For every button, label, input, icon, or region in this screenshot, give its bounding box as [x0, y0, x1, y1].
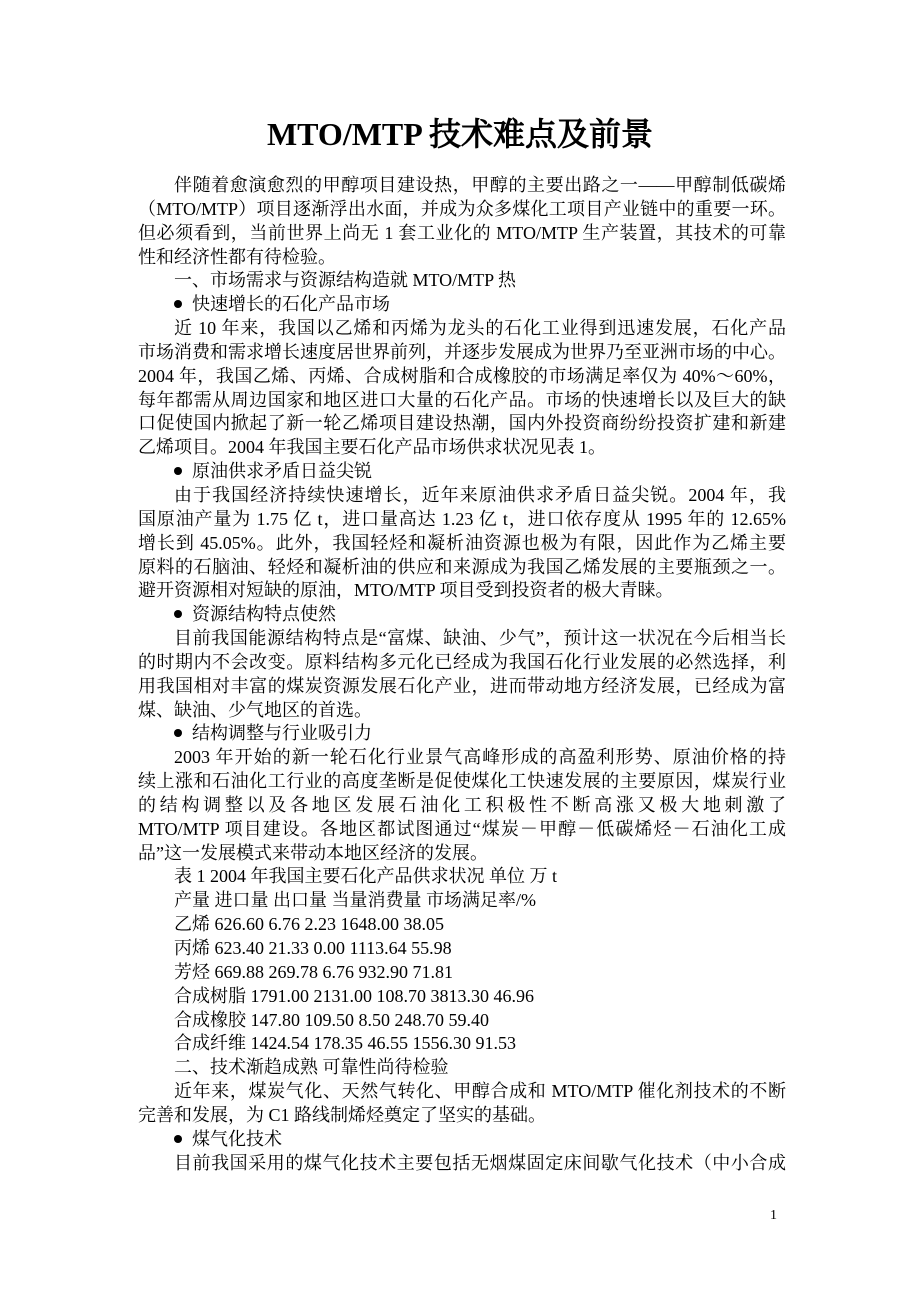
line-text: 产量 进口量 出口量 当量消费量 市场满足率/% — [174, 890, 536, 911]
line-text: 用我国相对丰富的煤炭资源发展石化产业，进而带动地方经济发展，已经成为富 — [138, 675, 786, 696]
bullet-item — [138, 603, 786, 627]
line-text: 性和经济性都有待检验。 — [138, 246, 336, 267]
bullet-icon — [174, 729, 182, 737]
line-text: 近年来，煤炭气化、天然气转化、甲醇合成和 MTO/MTP 催化剂技术的不断 — [174, 1081, 786, 1102]
line-text: 表 1 2004 年我国主要石化产品供求状况 单位 万 t — [174, 866, 557, 887]
text-line — [138, 1104, 786, 1128]
line-text: 市场消费和需求增长速度居世界前列，并逐步发展成为世界乃至亚洲市场的中心。 — [138, 341, 786, 362]
text-line — [138, 1056, 786, 1080]
line-text: 芳烃 669.88 269.78 6.76 932.90 71.81 — [174, 961, 453, 982]
line-text: 品”这一发展模式来带动本地区经济的发展。 — [138, 842, 488, 863]
text-line — [138, 627, 786, 651]
text-line — [138, 293, 786, 317]
line-text: 乙烯项目。2004 年我国主要石化产品市场供求状况见表 1。 — [138, 437, 606, 458]
line-text: 2004 年，我国乙烯、丙烯、合成树脂和合成橡胶的市场满足率仅为 40%～60%， — [138, 365, 786, 386]
text-line — [138, 269, 786, 293]
text-line — [138, 174, 786, 198]
text-line — [138, 222, 786, 246]
text-line — [138, 484, 786, 508]
page-number: 1 — [770, 1208, 777, 1223]
line-text: 的结构调整以及各地区发展石油化工积极性不断高涨又极大地刺激了 — [138, 794, 786, 815]
text-line — [138, 198, 786, 222]
text-line — [138, 1009, 786, 1033]
text-line — [138, 412, 786, 436]
paragraph — [138, 746, 786, 865]
text-line — [138, 508, 786, 532]
bullet-item — [138, 460, 786, 484]
heading-line — [138, 937, 786, 961]
line-text: 的时期内不会改变。原料结构多元化已经成为我国石化行业发展的必然选择，利 — [138, 651, 786, 672]
heading-line — [138, 889, 786, 913]
line-text: 目前我国能源结构特点是“富煤、缺油、少气”，预计这一状况在今后相当长 — [174, 628, 786, 649]
text-line — [138, 722, 786, 746]
line-text: 煤、缺油、少气地区的首选。 — [138, 699, 372, 720]
bullet-icon — [174, 610, 182, 618]
document-body — [138, 174, 786, 1175]
text-line — [138, 317, 786, 341]
line-text: 口促使国内掀起了新一轮乙烯项目建设热潮，国内外投资商纷纷投资扩建和新建 — [138, 413, 786, 434]
paragraph — [138, 174, 786, 269]
text-line — [138, 365, 786, 389]
line-text: 伴随着愈演愈烈的甲醇项目建设热，甲醇的主要出路之一——甲醇制低碳烯 — [174, 175, 786, 195]
line-text: 国原油产量为 1.75 亿 t，进口量高达 1.23 亿 t，进口依存度从 1995 年的 12.65% — [138, 508, 786, 529]
bullet-icon — [174, 467, 182, 475]
text-line — [138, 1080, 786, 1104]
text-line — [138, 794, 786, 818]
text-line — [138, 985, 786, 1009]
document-title: MTO/MTP 技术难点及前景 — [266, 116, 654, 152]
text-line — [138, 746, 786, 770]
heading-line — [138, 961, 786, 985]
text-line — [138, 1128, 786, 1152]
text-line — [138, 889, 786, 913]
bullet-item — [138, 1128, 786, 1152]
heading-line — [138, 985, 786, 1009]
text-line — [138, 913, 786, 937]
text-line — [138, 1152, 786, 1176]
text-line — [138, 865, 786, 889]
text-line — [138, 556, 786, 580]
text-line — [138, 770, 786, 794]
bullet-item — [138, 722, 786, 746]
bullet-item — [138, 293, 786, 317]
paragraph — [138, 627, 786, 722]
text-line — [138, 436, 786, 460]
line-text: 但必须看到，当前世界上尚无 1 套工业化的 MTO/MTP 生产装置，其技术的可靠 — [138, 222, 786, 243]
text-line — [138, 675, 786, 699]
text-line — [138, 937, 786, 961]
heading-line — [138, 1032, 786, 1056]
text-line — [138, 460, 786, 484]
line-text: 由于我国经济持续快速增长，近年来原油供求矛盾日益尖锐。2004 年，我 — [174, 484, 786, 505]
line-text: 合成纤维 1424.54 178.35 46.55 1556.30 91.53 — [174, 1033, 516, 1054]
paragraph — [138, 1152, 786, 1176]
text-line — [138, 341, 786, 365]
line-text: 续上涨和石油化工行业的高度垄断是促使煤化工快速发展的主要原因，煤炭行业 — [138, 771, 786, 792]
text-line — [138, 579, 786, 603]
bullet-icon — [174, 1135, 182, 1143]
heading-line — [138, 1056, 786, 1080]
line-text: 近 10 年来，我国以乙烯和丙烯为龙头的石化工业得到迅速发展，石化产品 — [174, 318, 786, 339]
line-text: 快速增长的石化产品市场 — [192, 294, 390, 315]
bullet-icon — [174, 300, 182, 308]
text-line — [138, 532, 786, 556]
paragraph — [138, 317, 786, 460]
paragraph — [138, 1080, 786, 1128]
line-text: 避开资源相对短缺的原油，MTO/MTP 项目受到投资者的极大青睐。 — [138, 580, 674, 601]
line-text: 一、市场需求与资源结构造就 MTO/MTP 热 — [174, 270, 517, 291]
line-text: 煤气化技术 — [192, 1128, 282, 1149]
text-line — [138, 603, 786, 627]
line-text: 目前我国采用的煤气化技术主要包括无烟煤固定床间歇气化技术（中小合成 — [174, 1152, 786, 1173]
heading-line — [138, 913, 786, 937]
line-text: 资源结构特点使然 — [192, 604, 336, 625]
text-line — [138, 246, 786, 270]
line-text: 完善和发展，为 C1 路线制烯烃奠定了坚实的基础。 — [138, 1104, 547, 1125]
text-line — [138, 1032, 786, 1056]
line-text: 2003 年开始的新一轮石化行业景气高峰形成的高盈利形势、原油价格的持 — [174, 747, 786, 768]
heading-line — [138, 269, 786, 293]
text-line — [138, 961, 786, 985]
line-text: 二、技术渐趋成熟 可靠性尚待检验 — [174, 1057, 449, 1078]
line-text: （MTO/MTP）项目逐渐浮出水面，并成为众多煤化工项目产业链中的重要一环。 — [138, 198, 786, 219]
text-line — [138, 389, 786, 413]
line-text: 原油供求矛盾日益尖锐 — [192, 461, 372, 482]
text-line — [138, 842, 786, 866]
line-text: 增长到 45.05%。此外，我国轻烃和凝析油资源也极为有限，因此作为乙烯主要 — [138, 532, 786, 553]
text-line — [138, 651, 786, 675]
text-line — [138, 818, 786, 842]
line-text: 原料的石脑油、轻烃和凝析油的供应和来源成为我国乙烯发展的主要瓶颈之一。 — [138, 556, 786, 577]
line-text: 每年都需从周边国家和地区进口大量的石化产品。市场的快速增长以及巨大的缺 — [138, 389, 786, 410]
heading-line — [138, 865, 786, 889]
line-text: 合成橡胶 147.80 109.50 8.50 248.70 59.40 — [174, 1009, 489, 1030]
paragraph — [138, 484, 786, 603]
heading-line — [138, 1009, 786, 1033]
line-text: MTO/MTP 项目建设。各地区都试图通过“煤炭－甲醇－低碳烯烃－石油化工成 — [138, 818, 786, 839]
line-text: 乙烯 626.60 6.76 2.23 1648.00 38.05 — [174, 914, 444, 935]
line-text: 合成树脂 1791.00 2131.00 108.70 3813.30 46.96 — [174, 985, 534, 1006]
line-text: 结构调整与行业吸引力 — [192, 723, 372, 744]
text-line — [138, 699, 786, 723]
line-text: 丙烯 623.40 21.33 0.00 1113.64 55.98 — [174, 938, 452, 958]
